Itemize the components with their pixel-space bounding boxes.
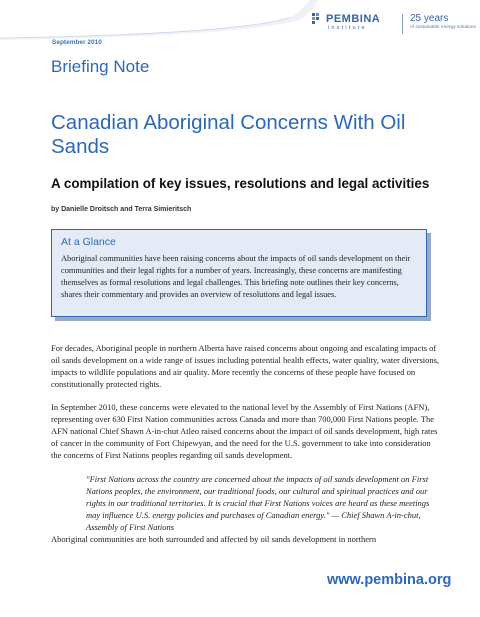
logo-divider [402,14,403,34]
document-type: Briefing Note [51,57,150,76]
at-a-glance-box [51,229,427,317]
logo-subname: institute [328,25,367,31]
page-title: Canadian Aboriginal Concerns With Oil Sands [51,111,406,158]
publication-date: September 2010 [52,39,102,46]
logo-tagline: of sustainable energy solutions [410,25,476,30]
at-a-glance-body: Aboriginal communities have been raising concerns about the impacts of oil sands development on their communities and their legal rights for a number of years. Increasingly, these concerns are manifesting themselves as formal resolutions and legal challenges. This briefing note outlines their key concerns, shares their commentary and provides an overview of resolutions and legal issues. [61,254,411,299]
pembina-mark-icon [312,13,324,25]
authors: by Danielle Droitsch and Terra Simieritsch [51,206,192,213]
logo-name: PEMBINA [326,13,381,25]
website-link[interactable]: www.pembina.org [327,572,452,588]
body-paragraph-3: Aboriginal communities are both surrounded and affected by oil sands development in northern [51,534,377,544]
page-subtitle: A compilation of key issues, resolutions and legal activities [51,176,430,191]
at-a-glance-title: At a Glance [61,236,116,248]
chief-quote: "First Nations across the country are concerned about the impacts of oil sands development on First Nations peoples, the environment, our traditional foods, our cultural and spiritual practices and our rights in our traditional territories. It is crucial that First Nations voices are heard as these meetings may influence U.S. energy policies and purchases of Canadian energy." — Chief Shawn A-in-chut, Assembly of First Nations [86,474,430,532]
body-paragraph-2: In September 2010, these concerns were elevated to the national level by the Assembly of First Nations (AFN), representing over 630 First Nation communities across Canada and more than 700,000 First Nations people. The AFN national Chief Shawn A-in-chut Atleo raised concerns about the impact of oil sands development, high rates of cancer in the community of Fort Chipewyan, and the need for the U.S. government to take into consideration the concerns of First Nations peoples regarding oil sands development. [51,402,438,460]
body-paragraph-1: For decades, Aboriginal people in northern Alberta have raised concerns about ongoing and escalating impacts of oil sands development on a wide range of issues including potential health effects, water quality, water diversions, impacts to wildlife populations and air quality. More recently the concerns of these people have focused on constitutionally protected rights. [51,343,440,389]
pembina-logo [312,13,476,37]
logo-years: 25 years [410,13,449,24]
